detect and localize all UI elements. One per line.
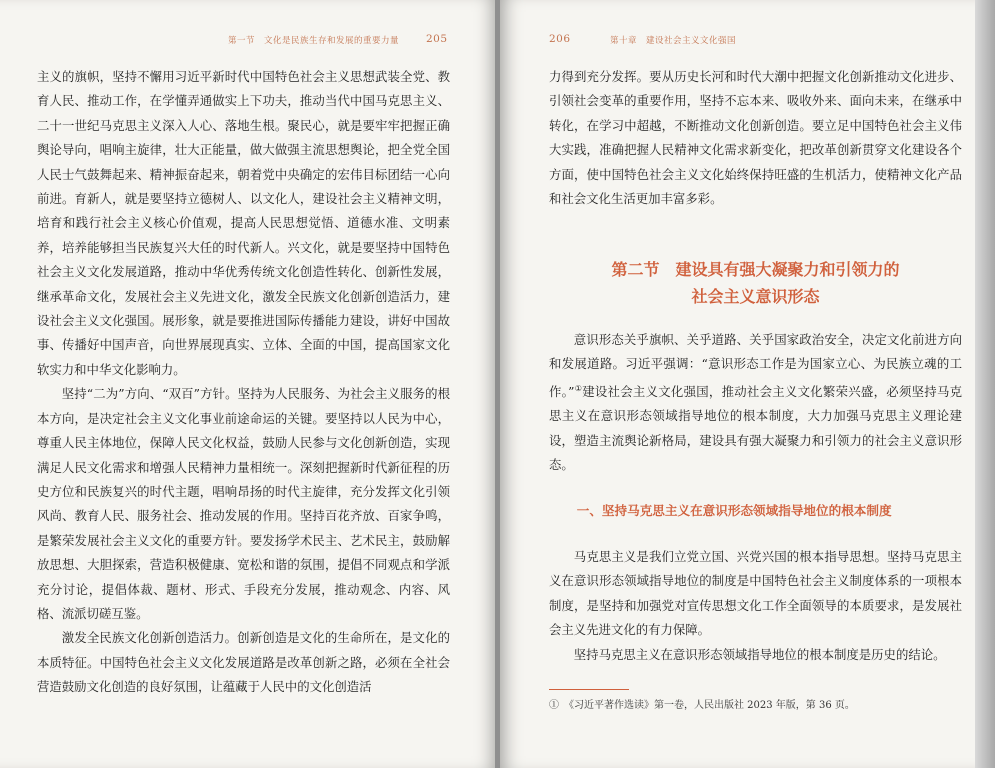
footnote-marker[interactable]: ①: [574, 383, 583, 393]
page-number-left: 205: [426, 33, 448, 45]
paragraph: 马克思主义是我们立党立国、兴党兴国的根本指导思想。坚持马克思主义在意识形态领域指导地位的制度是中国特色社会主义制度体系的一项根本制度，是坚持和加强党对宣传思想文化工作全面领导的本质要求，是发展社会主义先进文化的有力保障。: [549, 549, 962, 638]
section-title-line: 社会主义意识形态: [691, 287, 820, 306]
right-page: [500, 0, 975, 768]
subsection-title: 一、坚持马克思主义在意识形态领域指导地位的根本制度: [576, 503, 892, 518]
paragraph: 力得到充分发挥。要从历史长河和时代大潮中把握文化创新推动文化进步、引领社会变革的重要作用，坚持不忘本来、吸收外来、面向未来，在继承中转化，在学习中超越，不断推动文化创新创造。要立足中国特色社会主义伟大实践，准确把握人民精神文化需求新变化，把改革创新贯穿文化建设各个方面，使中国特色社会主义文化始终保持旺盛的生机活力，使精神文化产品和社会文化生活更加丰富多彩。: [549, 69, 962, 207]
paragraph: 主义的旗帜，坚持不懈用习近平新时代中国特色社会主义思想武装全党、教育人民、推动工作，在学懂弄通做实上下功夫，推动当代中国马克思主义、二十一世纪马克思主义深入人心、落地生根。聚民心，就是要牢牢把握正确舆论导向，唱响主旋律，壮大正能量，做大做强主流思想舆论，把全党全国人民士气鼓舞起来、精神振奋起来，朝着党中央确定的宏伟目标团结一心向前进。育新人，就是要坚持立德树人、以文化人，建设社会主义精神文明，培育和践行社会主义核心价值观，提高人民思想觉悟、道德水准、文明素养，培养能够担当民族复兴大任的时代新人。兴文化，就是要坚持中国特色社会主义文化发展道路，推动中华优秀传统文化创造性转化、创新性发展，继承革命文化，发展社会主义先进文化，激发全民族文化创新创造活力，建设社会主义文化强国。展形象，就是要推进国际传播能力建设，讲好中国故事、传播好中国声音，向世界展现真实、立体、全面的中国，提高国家文化软实力和中华文化影响力。: [37, 69, 450, 377]
subsection-body: [549, 545, 962, 667]
page-number-right: 206: [549, 33, 571, 45]
header-title-left: 第一节 文化是民族生存和发展的重要力量: [228, 36, 400, 46]
section-intro: [549, 328, 962, 478]
footnote-rule: [549, 689, 629, 690]
section-title: [549, 256, 962, 310]
quote-text: 意识形态关乎旗帜、关乎道路、关乎国家政治安全，决定文化前进方向和发展道路。习近平强调：“意识形态工作是为国家立心、为民族立魂的工作。”: [549, 332, 962, 399]
left-page-body: [37, 65, 450, 700]
header-title-right: 第十章 建设社会主义文化强国: [610, 36, 737, 46]
page-edge: [975, 0, 995, 768]
right-page-body: [549, 65, 962, 211]
footnote: ① 《习近平著作选读》第一卷，人民出版社 2023 年版，第 36 页。: [549, 700, 855, 711]
paragraph: [549, 328, 962, 478]
paragraph: 激发全民族文化创新创造活力。创新创造是文化的生命所在，是文化的本质特征。中国特色社会主义文化发展道路是改革创新之路，必须在全社会营造鼓励文化创造的良好氛围，让蕴藏于人民中的文化创造活: [37, 630, 450, 695]
left-page: [0, 0, 497, 768]
section-title-line: 第二节 建设具有强大凝聚力和引领力的: [611, 260, 900, 279]
paragraph-continued: 建设社会主义文化强国，推动社会主义文化繁荣兴盛，必须坚持马克思主义在意识形态领域指导地位的根本制度，大力加强马克思主义理论建设，塑造主流舆论新格局，建设具有强大凝聚力和引领力的社会主义意识形态。: [549, 383, 963, 473]
paragraph: 坚持“二为”方向、“双百”方针。坚持为人民服务、为社会主义服务的根本方向，是决定社会主义文化事业前途命运的关键。要坚持以人民为中心，尊重人民主体地位，保障人民文化权益，鼓励人民参与文化创新创造，实现满足人民文化需求和增强人民精神力量相统一。深刻把握新时代新征程的历史方位和民族复兴的时代主题，唱响昂扬的时代主旋律，充分发挥文化引领风尚、教育人民、服务社会、推动发展的作用。坚持百花齐放、百家争鸣，是繁荣发展社会主义文化的重要方针。要发扬学术民主、艺术民主，鼓励解放思想、大胆探索，营造积极健康、宽松和谐的氛围，提倡不同观点和学派充分讨论，提倡体裁、题材、形式、手段充分发展，推动观念、内容、风格、流派切磋互鉴。: [37, 386, 450, 621]
paragraph: 坚持马克思主义在意识形态领域指导地位的根本制度是历史的结论。: [573, 646, 946, 662]
